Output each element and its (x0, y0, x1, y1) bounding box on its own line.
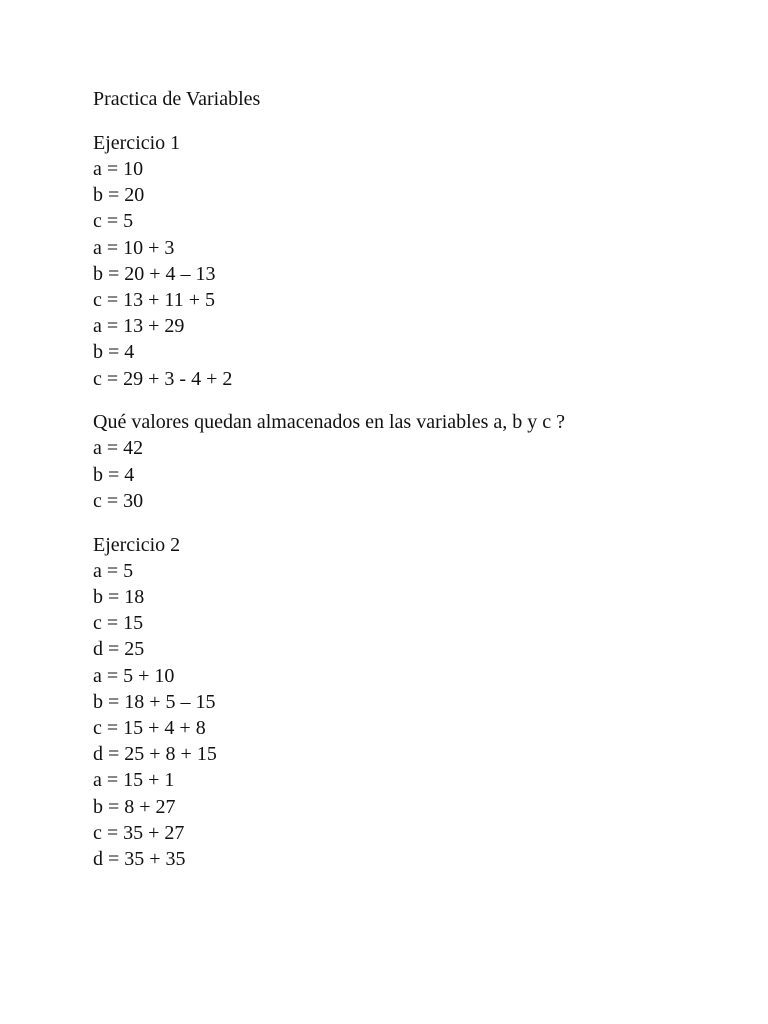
statement-line: c = 15 + 4 + 8 (93, 716, 206, 739)
statement-line: b = 20 (93, 184, 145, 207)
statement-line: c = 35 + 27 (93, 821, 185, 844)
document-title: Practica de Variables (93, 88, 261, 110)
exercise-2-statements (93, 558, 733, 872)
exercise-1-answers (93, 435, 733, 514)
statement-line: d = 25 (93, 638, 145, 661)
statement-line: c = 29 + 3 - 4 + 2 (93, 367, 233, 390)
statement-line: d = 35 + 35 (93, 847, 186, 870)
exercise-2-heading: Ejercicio 2 (93, 533, 181, 556)
document-page (93, 86, 733, 872)
statement-line: a = 10 + 3 (93, 236, 175, 259)
statement-line: a = 5 + 10 (93, 664, 175, 687)
statement-line: c = 5 (93, 210, 134, 233)
statement-line: a = 13 + 29 (93, 315, 185, 338)
answer-line: c = 30 (93, 489, 144, 512)
exercise-1-statements (93, 156, 733, 392)
statement-line: b = 18 (93, 585, 145, 608)
statement-line: b = 20 + 4 – 13 (93, 262, 216, 285)
exercise-1-question: Qué valores quedan almacenados en las variables a, b y c ? (93, 411, 566, 434)
answer-line: a = 42 (93, 437, 144, 460)
statement-line: c = 15 (93, 612, 144, 635)
statement-line: b = 18 + 5 – 15 (93, 690, 216, 713)
exercise-1-heading: Ejercicio 1 (93, 131, 181, 154)
statement-line: b = 4 (93, 341, 135, 364)
statement-line: d = 25 + 8 + 15 (93, 743, 217, 766)
statement-line: a = 15 + 1 (93, 769, 175, 792)
statement-line: c = 13 + 11 + 5 (93, 288, 215, 311)
statement-line: b = 8 + 27 (93, 795, 176, 818)
statement-line: a = 10 (93, 157, 144, 180)
answer-line: b = 4 (93, 463, 135, 486)
statement-line: a = 5 (93, 559, 134, 582)
